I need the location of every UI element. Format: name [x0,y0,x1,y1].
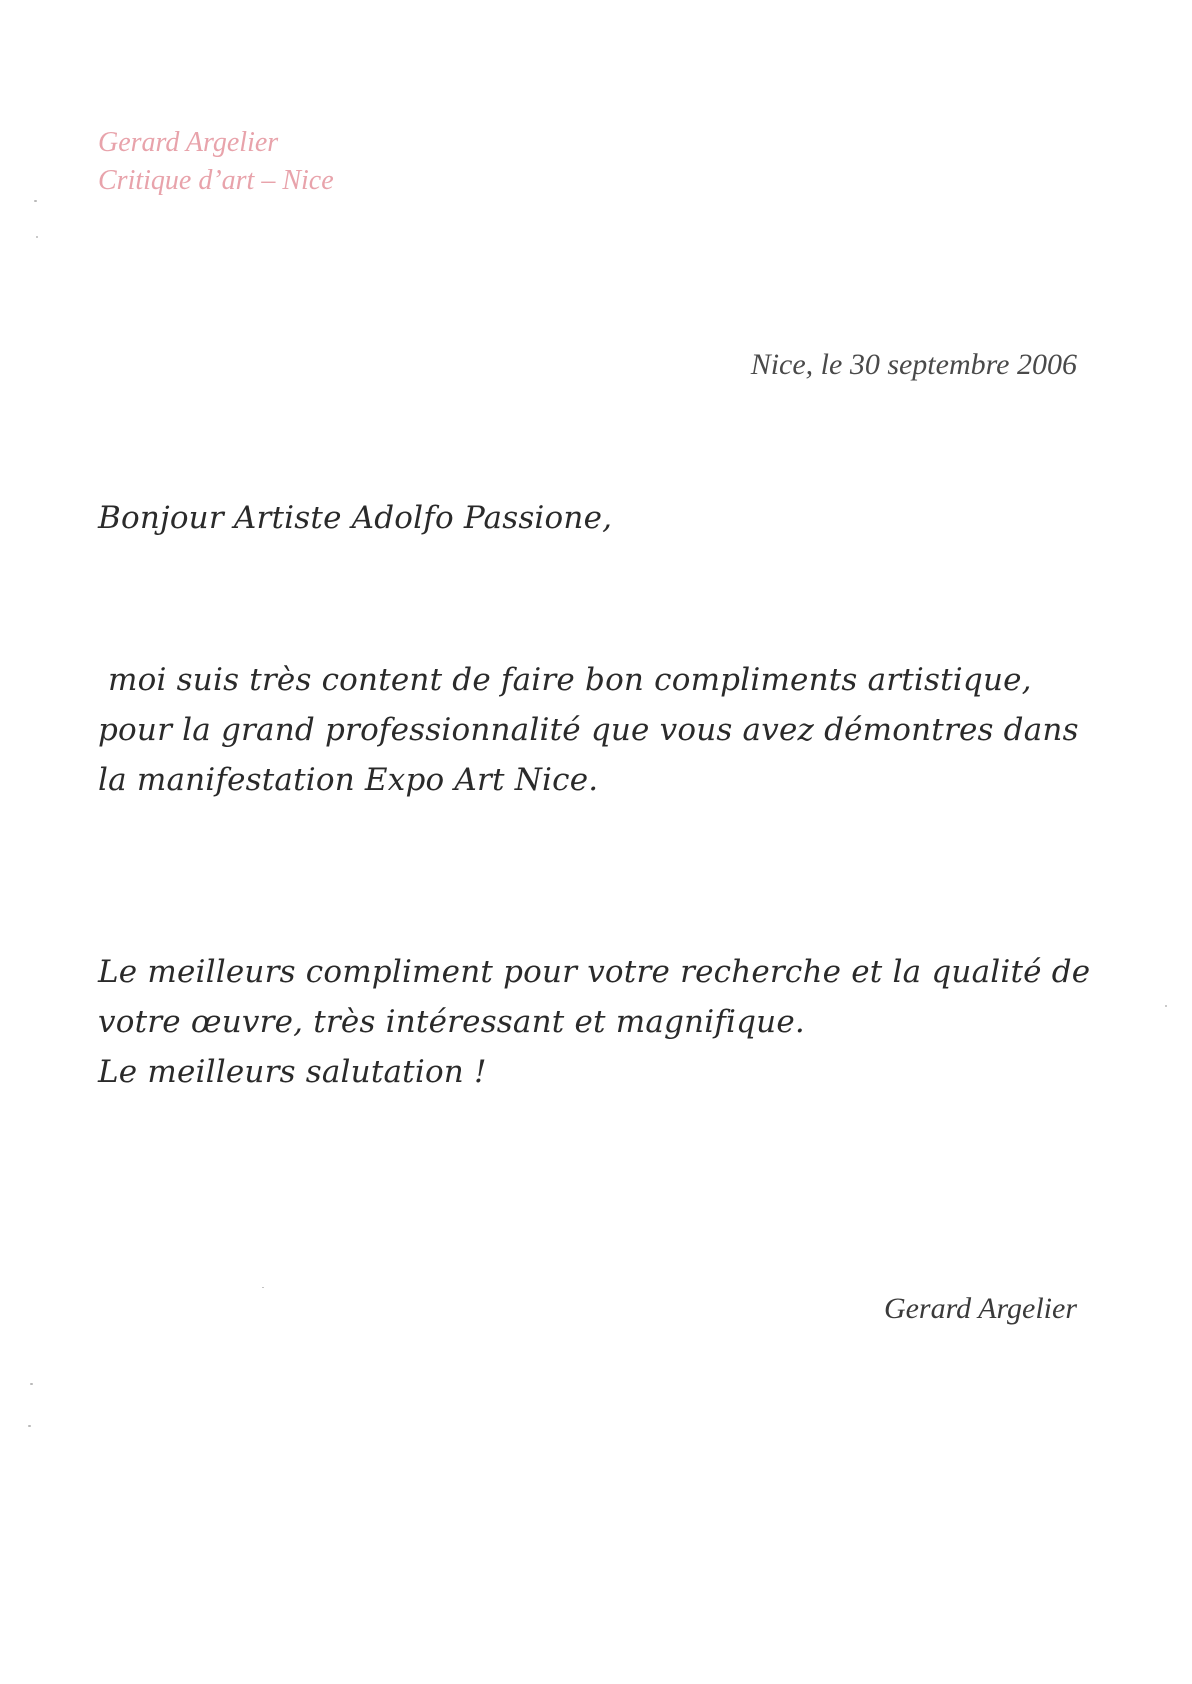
sender-title: Critique d’art – Nice [98,165,334,196]
signature: Gerard Argelier [883,1292,1077,1325]
paragraph-closing [98,947,1090,1097]
scan-speck [34,200,37,202]
scan-speck [36,236,38,238]
paragraph-line: la manifestation Expo Art Nice. [98,762,599,798]
paragraph-line: Le meilleurs salutation ! [98,1054,487,1090]
paragraph-line: Le meilleurs compliment pour votre recherche et la qualité de [98,954,1091,990]
letterhead [98,124,334,200]
paragraph-line: moi suis très content de faire bon compliments artistique, [98,662,1032,698]
paragraph-line: votre œuvre, très intéressant et magnifique. [98,1004,805,1040]
greeting: Bonjour Artiste Adolfo Passione, [98,500,613,536]
scan-speck [262,1287,264,1288]
scan-speck [1165,1005,1167,1007]
paragraph-compliments [98,655,1079,805]
scan-speck [28,1425,31,1427]
scan-speck [30,1383,33,1385]
paragraph-line: pour la grand professionnalité que vous avez démontres dans [98,712,1079,748]
letter-date: Nice, le 30 septembre 2006 [750,348,1077,381]
sender-name: Gerard Argelier [98,127,279,158]
